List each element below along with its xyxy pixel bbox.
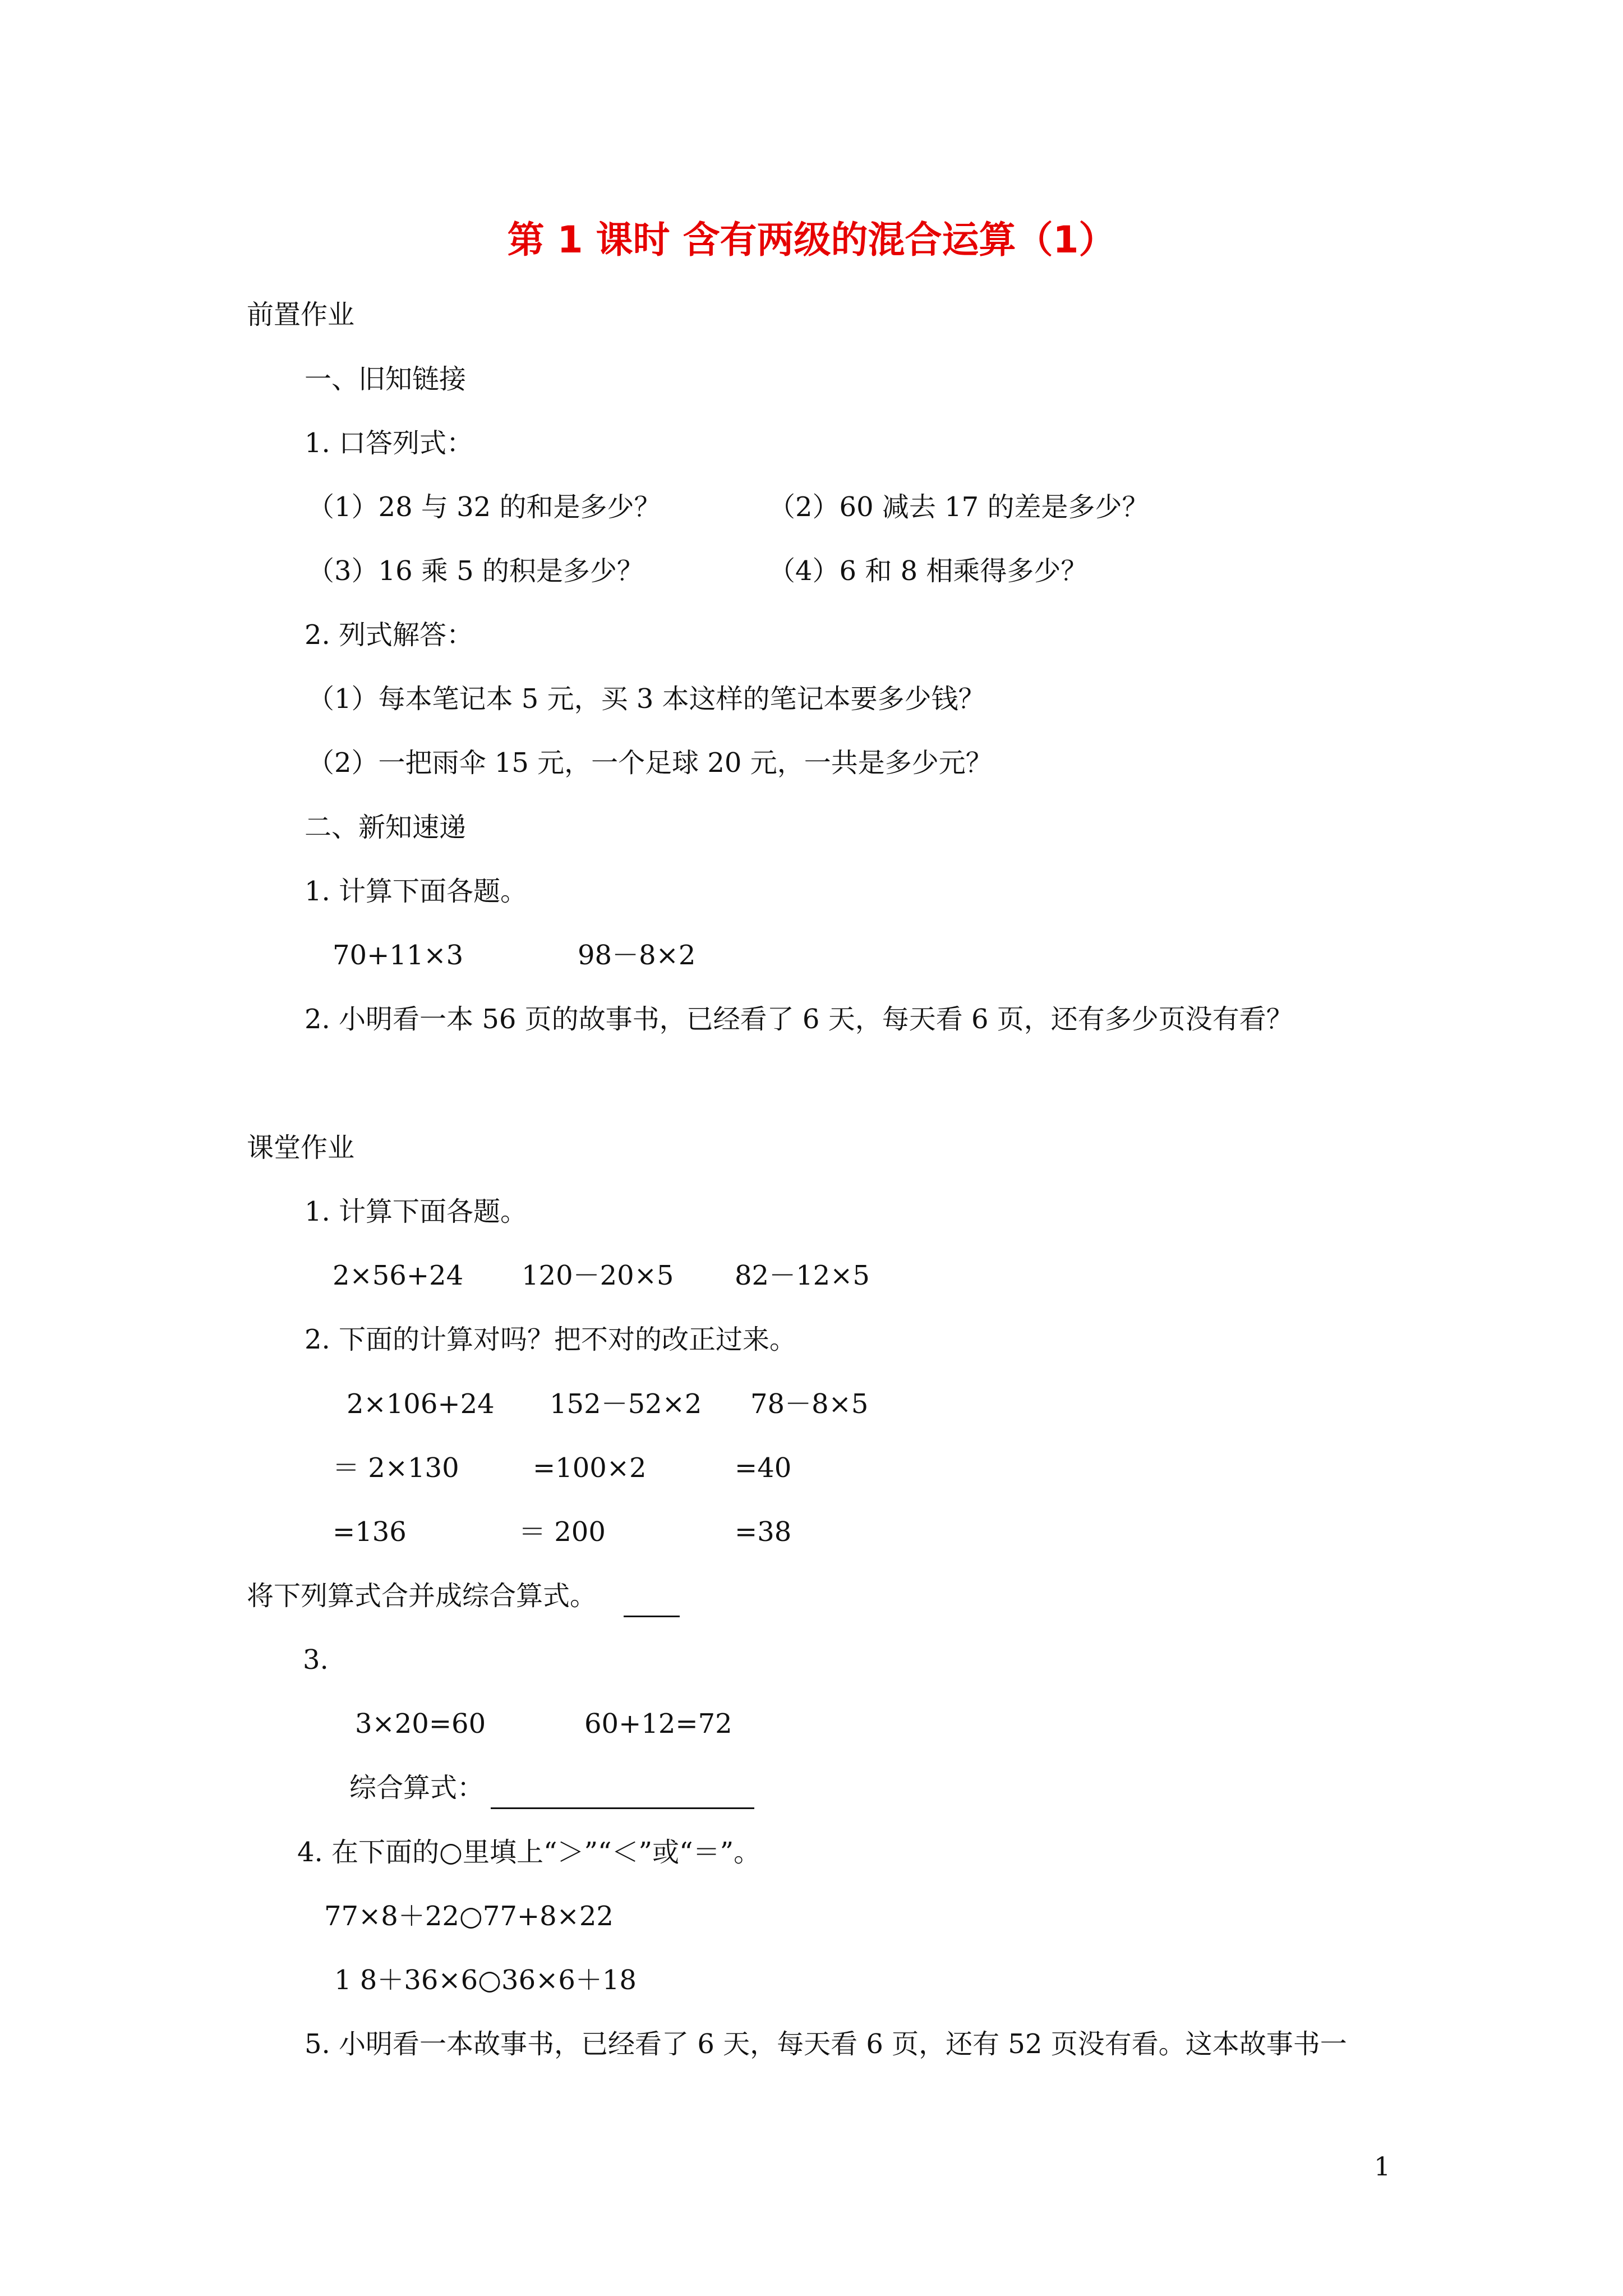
- class-question-1-label: 1. 计算下面各题。: [305, 1196, 528, 1227]
- q2-item-2: （2）一把雨伞 15 元，一个足球 20 元，一共是多少元？: [307, 747, 993, 779]
- q1-item-1: （1）28 与 32 的和是多少？: [307, 491, 661, 523]
- class-question-5: 5. 小明看一本故事书，已经看了 6 天，每天看 6 页，还有 52 页没有看。这本故事书一: [305, 2028, 1347, 2060]
- q1-item-4: （4）6 和 8 相乘得多少？: [768, 555, 1088, 587]
- part1-heading: 一、旧知链接: [305, 364, 467, 395]
- combined-expression-label: 综合算式：: [349, 1772, 485, 1803]
- check-col2-line2: =100×2: [533, 1452, 647, 1484]
- new-q1-expr-1: 70+11×3: [333, 940, 464, 971]
- question-2-label: 2. 列式解答：: [305, 619, 474, 651]
- section-heading-pre-homework: 前置作业: [247, 299, 355, 330]
- class-question-3-label: 3.: [303, 1644, 329, 1676]
- new-question-2: 2. 小明看一本 56 页的故事书，已经看了 6 天，每天看 6 页，还有多少页没有看？: [305, 1004, 1293, 1035]
- check-col3-line1: 78－8×5: [750, 1388, 869, 1420]
- lesson-title: 第 1 课时 含有两级的混合运算（1）: [507, 218, 1116, 261]
- new-question-1-label: 1. 计算下面各题。: [305, 876, 528, 907]
- class-q1-expr-1: 2×56+24: [333, 1260, 464, 1291]
- page-number: 1: [1374, 2151, 1391, 2182]
- new-q1-expr-2: 98－8×2: [578, 940, 696, 971]
- class-q3-expr-2: 60+12=72: [584, 1708, 732, 1740]
- compare-item-1: 77×8＋22○77+8×22: [324, 1901, 614, 1932]
- check-col3-line3: =38: [735, 1516, 792, 1548]
- check-col3-line2: =40: [735, 1452, 792, 1484]
- q1-item-2: （2）60 减去 17 的差是多少？: [768, 491, 1149, 523]
- class-q1-expr-3: 82－12×5: [735, 1260, 870, 1291]
- check-col1-line1: 2×106+24: [347, 1388, 495, 1420]
- compare-item-2: 1 8＋36×6○36×6＋18: [334, 1964, 637, 1996]
- merge-instruction: 将下列算式合并成综合算式。: [247, 1580, 597, 1612]
- class-question-4-label: 4. 在下面的○里填上“＞”“＜”或“＝”。: [297, 1837, 761, 1868]
- question-1-label: 1. 口答列式：: [305, 427, 474, 459]
- check-col1-line2: ＝ 2×130: [333, 1452, 459, 1484]
- part2-heading: 二、新知速递: [305, 812, 467, 843]
- section-heading-class-homework: 课堂作业: [247, 1132, 355, 1163]
- q2-item-1: （1）每本笔记本 5 元，买 3 本这样的笔记本要多少钱？: [307, 683, 985, 715]
- check-col2-line3: ＝ 200: [519, 1516, 606, 1548]
- check-col1-line3: =136: [333, 1516, 407, 1548]
- q1-item-3: （3）16 乘 5 的积是多少？: [307, 555, 644, 587]
- class-q1-expr-2: 120－20×5: [522, 1260, 674, 1291]
- check-col2-line1: 152－52×2: [550, 1388, 702, 1420]
- combined-expression-blank[interactable]: [491, 1807, 754, 1809]
- class-question-2-label: 2. 下面的计算对吗？把不对的改正过来。: [305, 1324, 797, 1355]
- class-q3-expr-1: 3×20=60: [355, 1708, 486, 1740]
- instruction-blank: [624, 1616, 680, 1617]
